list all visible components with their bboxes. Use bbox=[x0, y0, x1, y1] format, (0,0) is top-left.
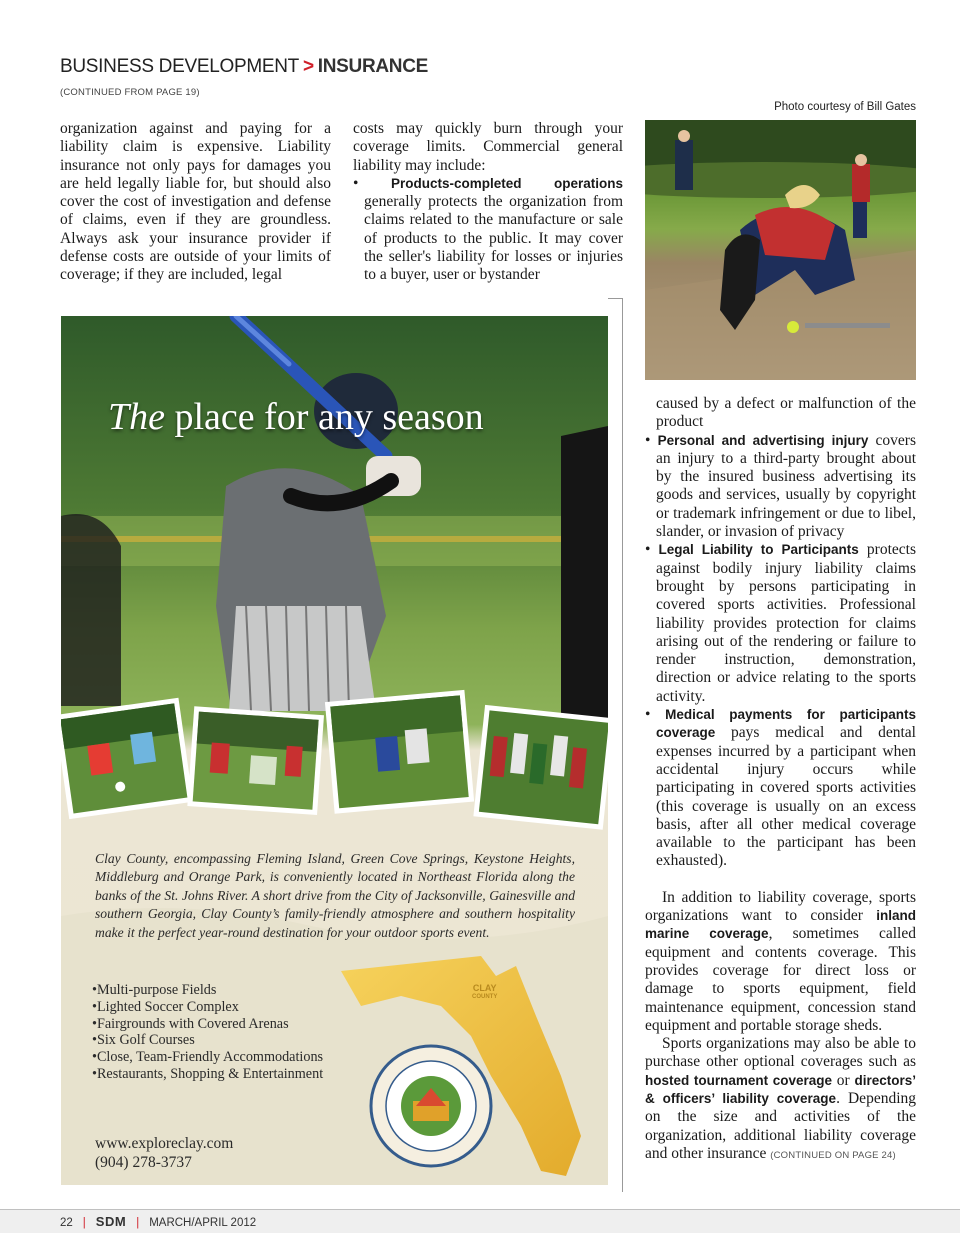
ad-feature-item: • Close, Team-Friendly Accommodations bbox=[92, 1049, 323, 1066]
bullet-text: protects against bodily injury liability claims brought by persons participating in covered sports activities. Professional liability provides protection for claims arising out of the rendering or failure to render instruction, demonstration, direction or advice relating to the sports activity. bbox=[656, 541, 916, 705]
article-column-1 bbox=[60, 120, 331, 285]
article-paragraph: organization against and paying for a liability claim is expensive. Liability insurance not only pays for damages you are held legally liable for, but should also cover the cost of investigation and defense of claims, even if they are groundless. Always ask your insurance provider if defense costs are outside of your limits of coverage; if they are included, legal bbox=[60, 120, 331, 284]
bullet-item: • Legal Liability to Participants protects against bodily injury liability claims brought by persons participating in covered sports activities. Professional liability provides protection for claims arising out of the rendering or failure to render instruction, demonstration, direction or advice relating to the sports activity. bbox=[645, 541, 916, 705]
bullet-continuation: caused by a defect or malfunction of the product bbox=[656, 395, 916, 431]
bullet-item: • Products-completed operations generally protects the organization from claims related to the manufacture or sale of products to the public. It may cover the seller's liability for losses or injuries to a buyer, user or bystander bbox=[353, 174, 623, 284]
issue-date: MARCH/APRIL 2012 bbox=[149, 1217, 257, 1229]
footer-divider: | bbox=[136, 1217, 140, 1229]
page-number: 22 bbox=[60, 1217, 73, 1229]
paragraph-text: In addition to liability coverage, sports organizations want to consider bbox=[645, 888, 916, 925]
page-footer bbox=[60, 1214, 256, 1229]
map-label-line-1: CLAY bbox=[472, 983, 497, 993]
bullet-text: pays medical and dental expenses incurred by a participant when accidental injury occurs while participating in covered sports activities (this coverage is usually on an excess basis, after all other medical coverage available to the participant has been exhausted). bbox=[656, 724, 916, 870]
bullet-term: Medical payments for participants coverage bbox=[656, 707, 916, 741]
ad-description: Clay County, encompassing Fleming Island, Green Cove Springs, Keystone Heights, Middleburg and Orange Park, is conveniently located in Northeast Florida along the banks of the St. Johns River. A short drive from the City of Jacksonville, Gainesville and southern Georgia, Clay County’s family-friendly atmosphere and southern hospitality make it the perfect year-round destination for your outdoor sports event. bbox=[95, 851, 575, 940]
article-column-3 bbox=[645, 395, 916, 1165]
article-paragraph: costs may quickly burn through your coverage limits. Commercial general liability may include: bbox=[353, 120, 623, 174]
bullet-term: Legal Liability to Participants bbox=[658, 542, 859, 558]
keyword-term: hosted tournament coverage bbox=[645, 1072, 833, 1088]
keyword-term: directors’ & officers’ liability coverage bbox=[645, 1072, 916, 1106]
bullet-item: • Medical payments for participants coverage pays medical and dental expenses incurred by a participant when accidental injury occurs while participating in covered sports activities (this coverage is usually on an excess basis, after all other medical coverage available to the participant has been exhausted). bbox=[645, 706, 916, 870]
article-column-2 bbox=[353, 120, 623, 285]
paragraph-text: Sports organizations may also be able to purchase other optional coverages such as bbox=[645, 1035, 916, 1071]
paragraph-text: . Depending on the size and activities of the organization, additional liability coverage and other insurance bbox=[645, 1089, 917, 1162]
ad-contact-block bbox=[95, 1135, 233, 1172]
ad-website-link[interactable]: www.exploreclay.com bbox=[95, 1135, 234, 1152]
ad-feature-list bbox=[92, 982, 323, 1083]
magazine-name: SDM bbox=[95, 1214, 127, 1229]
ad-frame-top-rule bbox=[608, 298, 623, 299]
bullet-text: generally protects the organization from claims related to the manufacture or sale of products to the public. It may cover the seller's liability for losses or injuries to a buyer, user or bystander bbox=[364, 193, 623, 284]
section-separator: > bbox=[302, 56, 314, 77]
paragraph-text: or bbox=[832, 1071, 855, 1089]
ad-feature-item: • Fairgrounds with Covered Arenas bbox=[92, 1016, 323, 1033]
ad-headline bbox=[108, 395, 484, 439]
bullet-item: • Personal and advertising injury covers an injury to a third-party brought about by the insured business advertising its goods and services, usually by copyright or trademark infringement or due to libel, slander, or invasion of privacy bbox=[645, 431, 916, 541]
continued-on-label: (CONTINUED ON PAGE 24) bbox=[770, 1149, 896, 1161]
map-label bbox=[472, 984, 497, 1002]
ad-headline-italic: The bbox=[108, 396, 165, 438]
map-label-line-2: COUNTY bbox=[472, 994, 498, 1000]
photo-credit: Photo courtesy of Bill Gates bbox=[774, 101, 916, 113]
ad-feature-item: • Restaurants, Shopping & Entertainment bbox=[92, 1066, 323, 1083]
ad-headline-rest: place for any season bbox=[165, 396, 484, 438]
ad-feature-item: • Lighted Soccer Complex bbox=[92, 999, 323, 1016]
paragraph-text: , sometimes called equipment and contents coverage. This provides coverage for direct loss or damage to sports equipment, field maintenance equipment, concession stand equipment and portable storage sheds. bbox=[645, 925, 916, 1034]
footer-divider: | bbox=[82, 1217, 86, 1229]
bullet-text: covers an injury to a third-party brought about by the insured business advertising its goods and services, usually by copyright or trademark infringement or due to libel, slander, or invasion of privacy bbox=[656, 431, 916, 541]
section-header bbox=[60, 56, 428, 78]
article-paragraph bbox=[645, 1035, 916, 1165]
section-name: BUSINESS DEVELOPMENT bbox=[60, 56, 299, 77]
ad-phone: (904) 278-3737 bbox=[95, 1153, 192, 1171]
bullet-term: Products-completed operations bbox=[391, 175, 623, 191]
continued-from-label: (CONTINUED FROM PAGE 19) bbox=[60, 87, 200, 98]
ad-frame-side-rule bbox=[622, 298, 623, 1192]
keyword-term: inland marine coverage bbox=[645, 908, 916, 942]
subsection-name: INSURANCE bbox=[317, 56, 429, 77]
bullet-term: Personal and advertising injury bbox=[657, 432, 869, 448]
ad-feature-item: • Multi-purpose Fields bbox=[92, 982, 323, 999]
softball-photo bbox=[645, 120, 916, 380]
article-paragraph bbox=[645, 889, 916, 1035]
ad-feature-item: • Six Golf Courses bbox=[92, 1032, 323, 1049]
